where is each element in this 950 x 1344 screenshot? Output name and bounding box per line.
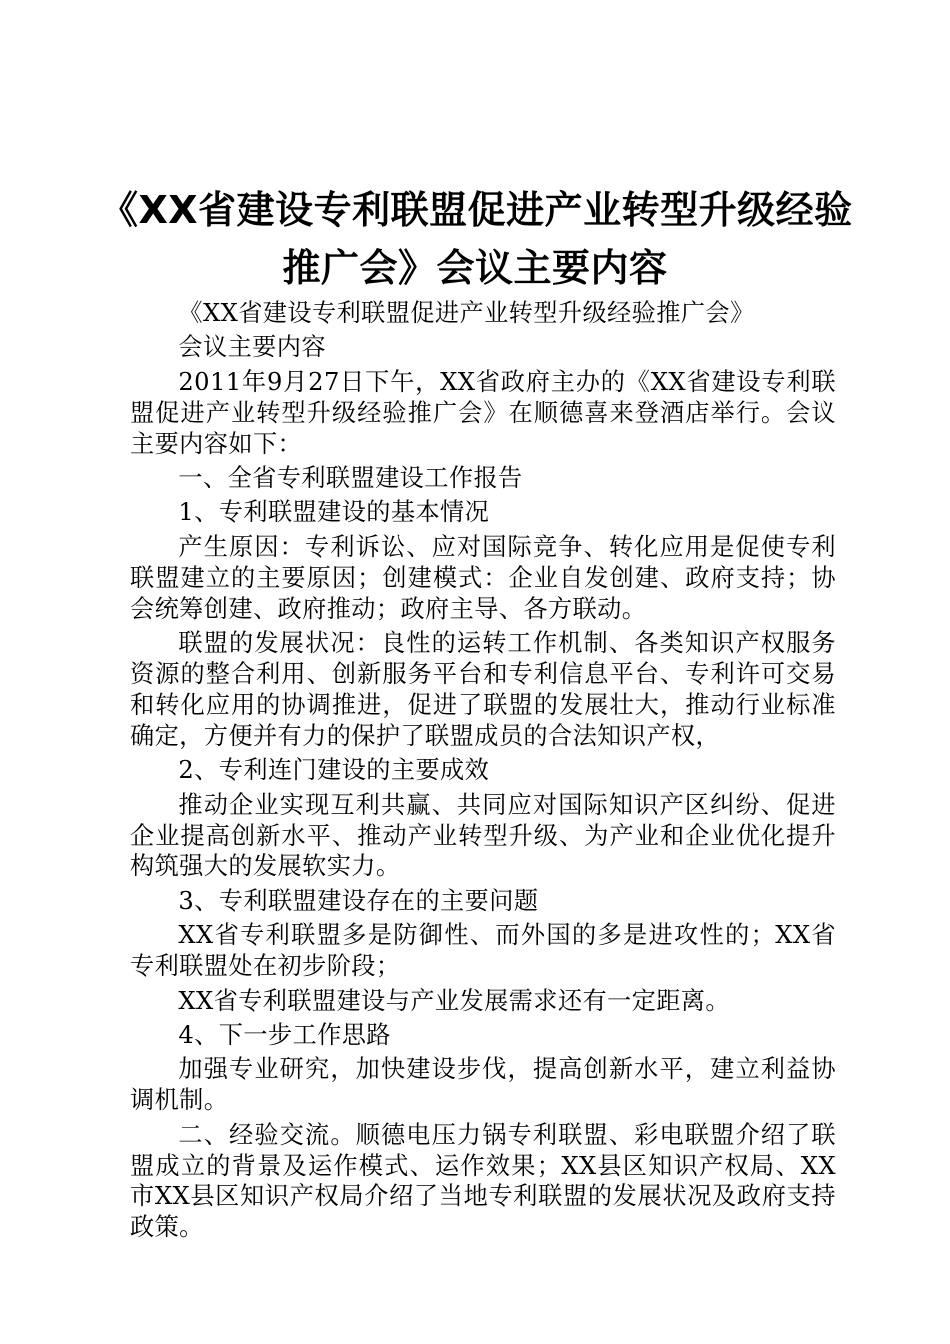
document-body (130, 298, 836, 1243)
paragraph: XX省专利联盟多是防御性、而外国的多是进攻性的；XX省专利联盟处在初步阶段； (130, 921, 836, 981)
paragraph: 加强专业研究，加快建设步伐，提高创新水平，建立利益协调机制。 (130, 1055, 836, 1115)
document-title-line-1: 《XX省建设专利联盟促进产业转型升级经验 (100, 188, 853, 232)
subsection-heading: 4、下一步工作思路 (178, 1020, 391, 1049)
paragraph: 推动企业实现互利共赢、共同应对国际知识产区纠纷、促进企业提高创新水平、推动产业转型升级、为产业和企业优化提升构筑强大的发展软实力。 (130, 790, 836, 881)
subsection-heading: 2、专利连门建设的主要成效 (178, 756, 490, 785)
paragraph: 联盟的发展状况：良性的运转工作机制、各类知识产权服务资源的整合利用、创新服务平台和专利信息平台、专利许可交易和转化应用的协调推进，促进了联盟的发展壮大，推动行业标准确定，方便并有力的保护了联盟成员的合法知识产权， (130, 629, 836, 750)
paragraph: 《XX省建设专利联盟促进产业转型升级经验推广会》 (178, 299, 755, 327)
document-title-line-2: 推广会》会议主要内容 (282, 246, 668, 290)
section-heading: 二、经验交流。顺德电压力锅专利联盟、彩电联盟介绍了联盟成立的背景及运作模式、运作效果；XX县区知识产权局、XX市XX县区知识产权局介绍了当地专利联盟的发展状况及政府支持政策。 (130, 1120, 836, 1242)
paragraph: 会议主要内容 (178, 333, 326, 362)
subsection-heading: 1、专利联盟建设的基本情况 (178, 498, 490, 527)
paragraph: 2011年9月27日下午，XX省政府主办的《XX省建设专利联盟促进产业转型升级经验推广会》在顺德喜来登酒店举行。会议主要内容如下： (130, 367, 836, 458)
paragraph: XX省专利联盟建设与产业发展需求还有一定距离。 (178, 986, 730, 1015)
paragraph: 产生原因：专利诉讼、应对国际竞争、转化应用是促使专利联盟建立的主要原因；创建模式：企业自发创建、政府支持；协会统筹创建、政府推动；政府主导、各方联动。 (130, 532, 836, 623)
subsection-heading: 3、专利联盟建设存在的主要问题 (178, 886, 539, 915)
section-heading: 一、全省专利联盟建设工作报告 (178, 464, 523, 493)
